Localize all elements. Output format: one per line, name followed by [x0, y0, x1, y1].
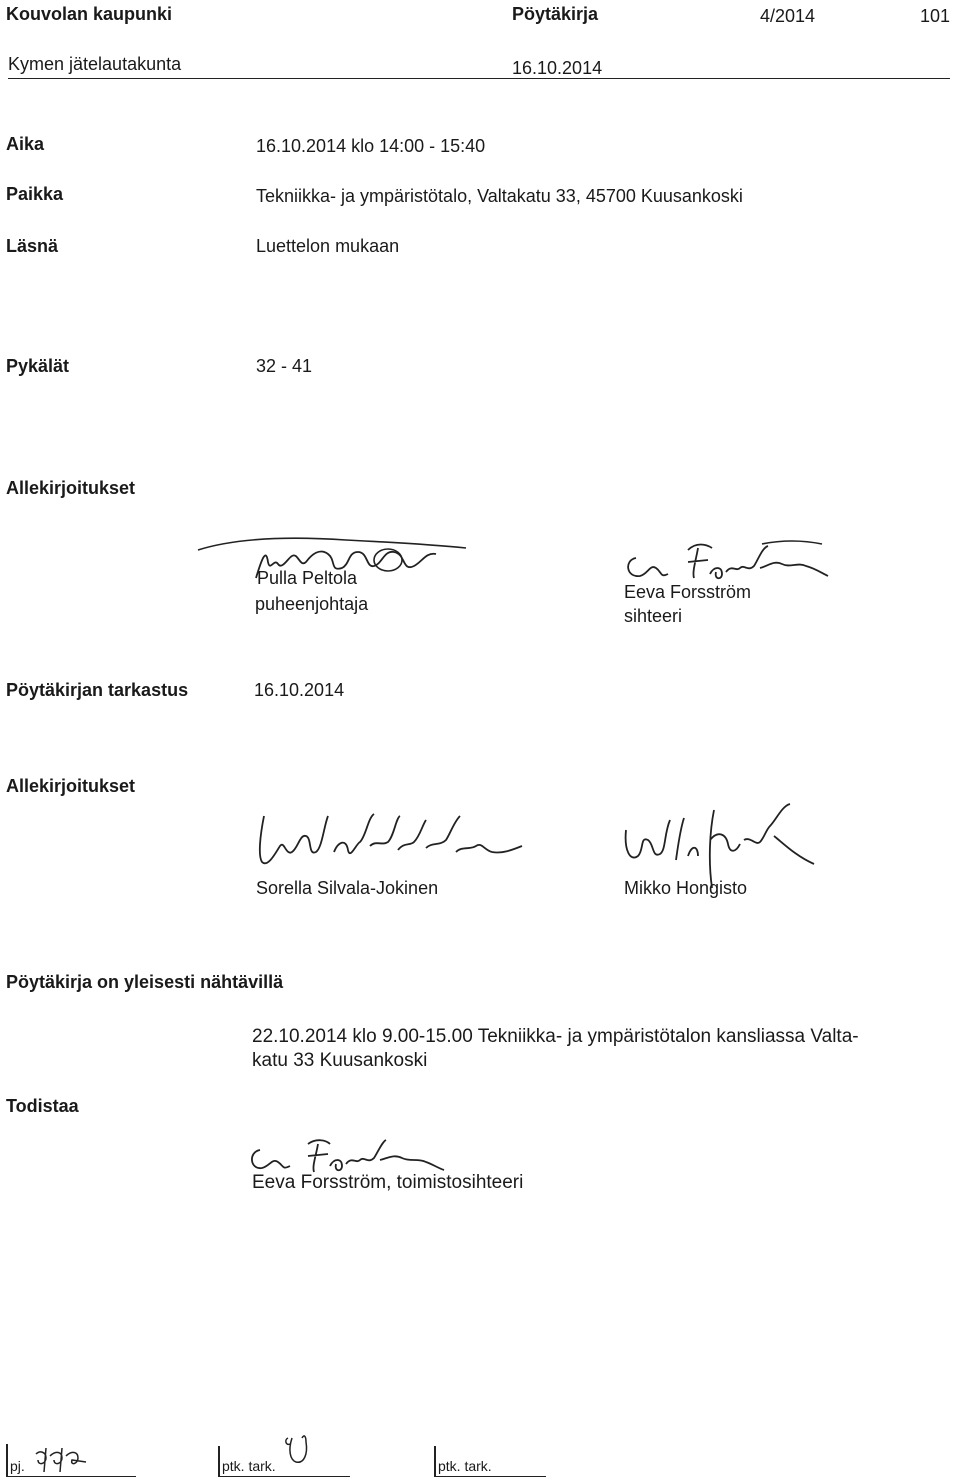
place-value: Tekniikka- ja ympäristötalo, Valtakatu 33, 45700 Kuusankoski — [256, 186, 743, 206]
secretary-name: Eeva Forsström — [624, 582, 752, 602]
review-date: 16.10.2014 — [254, 680, 345, 700]
review-label: Pöytäkirjan tarkastus — [6, 680, 189, 700]
document-number: 4/2014 — [760, 6, 816, 26]
public-line-2: katu 33 Kuusankoski — [252, 1050, 428, 1071]
secretary-role: sihteeri — [624, 606, 683, 626]
time-label: Aika — [6, 134, 45, 154]
header-divider — [8, 78, 950, 79]
attester-name: Eeva Forsström, toimistosihteeri — [252, 1172, 524, 1193]
present-value: Luettelon mukaan — [256, 236, 400, 256]
signatures2-label: Allekirjoitukset — [6, 776, 136, 796]
page-number: 101 — [920, 6, 951, 26]
footer-ptk1-label: ptk. tark. — [222, 1458, 276, 1474]
footer-ptk1-line — [218, 1476, 350, 1477]
ptk1-initials — [282, 1432, 318, 1472]
reviewer2-name: Mikko Hongisto — [624, 878, 748, 898]
footer-pj-bracket — [6, 1444, 8, 1476]
chair-name: Pulla Peltola — [257, 568, 358, 588]
footer-pj-line — [6, 1476, 136, 1477]
sections-value: 32 - 41 — [256, 356, 313, 376]
pj-initials — [32, 1444, 92, 1478]
header-date: 16.10.2014 — [512, 58, 603, 78]
present-label: Läsnä — [6, 236, 59, 256]
sections-label: Pykälät — [6, 356, 70, 376]
chair-role: puheenjohtaja — [255, 594, 369, 614]
attest-label: Todistaa — [6, 1096, 79, 1116]
reviewer1-name: Sorella Silvala-Jokinen — [256, 878, 439, 898]
board-name: Kymen jätelautakunta — [8, 54, 182, 74]
document-type: Pöytäkirja — [512, 4, 599, 24]
public-label: Pöytäkirja on yleisesti nähtävillä — [6, 972, 284, 992]
reviewer1-signature — [250, 806, 550, 876]
time-value: 16.10.2014 klo 14:00 - 15:40 — [256, 136, 486, 156]
footer-ptk2-bracket — [434, 1446, 436, 1476]
place-label: Paikka — [6, 184, 64, 204]
footer-ptk2-line — [434, 1476, 546, 1477]
footer-pj-label: pj. — [10, 1458, 25, 1474]
footer-ptk2-label: ptk. tark. — [438, 1458, 492, 1474]
city-name: Kouvolan kaupunki — [6, 4, 173, 24]
signatures-label: Allekirjoitukset — [6, 478, 136, 498]
footer-ptk1-bracket — [218, 1446, 220, 1476]
public-line-1: 22.10.2014 klo 9.00-15.00 Tekniikka- ja ympäristötalon kansliassa Valta- — [252, 1026, 859, 1047]
